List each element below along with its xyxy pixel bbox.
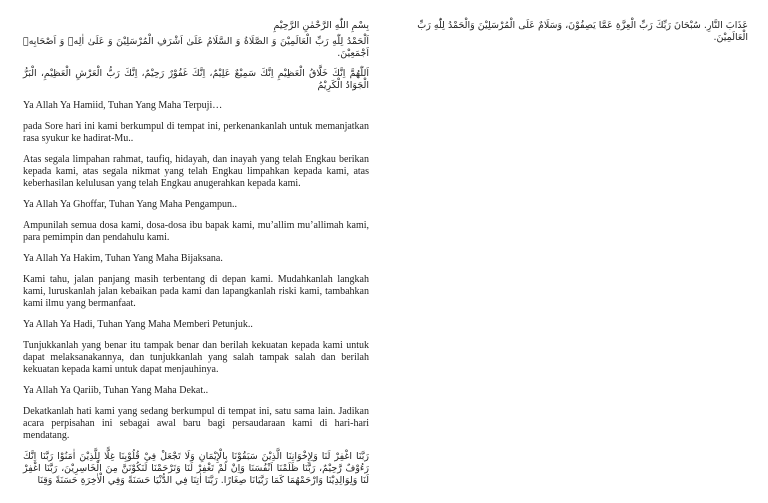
paragraph-closeness: Dekatkanlah hati kami yang sedang berkumpul di tempat ini, satu sama lain. Jadikan acara perpisahan ini sebagai awal baru bagi persaudaraan kami di hari-hari mendatang. [23,406,369,441]
paragraph-guidance: Tunjukkanlah yang benar itu tampak benar dan berilah kekuatan kepada kami untuk dapat melaksanakannya, dan tunjukkanlah yang salah tampak salah dan berilah kekuatan kepada kami untuk dapat menjauhinya. [23,340,369,375]
invocation-hadi: Ya Allah Ya Hadi, Tuhan Yang Maha Memberi Petunjuk.. [23,319,253,330]
paragraph-gratitude: pada Sore hari ini kami berkumpul di tempat ini, perkenankanlah untuk memanjatkan rasa syukur ke hadirat-Mu.. [23,121,369,144]
paragraph-blessings: Atas segala limpahan rahmat, taufiq, hidayah, dan inayah yang telah Engkau berikan kepada kami, atas segala nikmat yang telah Engkau limpahkan kepada kami, atas keberhasilan kelulusan yang telah Engkau anugerahkan kepada kami. [23,154,369,189]
hamdalah: اَلْحَمْدُ لِلّٰهِ رَبِّ الْعَالَمِيْنَ وَ الصَّلَاةُ وَ السَّلَامُ عَلَىٰ اَشْرَفِ الْمُرْسَلِيْنَ وَ عَلَىٰ اٰلِهٖ وَ اَصْحَابِهٖ اَجْمَعِيْنَ. [23,36,369,59]
opening-dua: اَللّٰهُمَّ اِنَّكَ خَلَّاقُ الْعَظِيْمِ اِنَّكَ سَمِيْعٌ عَلِيْمٌ، اِنَّكَ غَفُوْرٌ رَحِيْمٌ، اِنَّكَ رَبُّ الْعَرْشِ الْعَظِيْمِ، الْبَرُّ الْجَوَادُ الْكَرِيْمُ [23,68,369,91]
invocation-ghoffar: Ya Allah Ya Ghoffar, Tuhan Yang Maha Pengampun.. [23,199,237,210]
paragraph-forgiveness: Ampunilah semua dosa kami, dosa-dosa ibu bapak kami, mu’allim mu’allimah kami, para pemimpin dan pendahulu kami. [23,220,369,243]
invocation-hamiid: Ya Allah Ya Hamiid, Tuhan Yang Maha Terpuji… [23,100,223,111]
invocation-hakim: Ya Allah Ya Hakim, Tuhan Yang Maha Bijaksana. [23,253,223,264]
left-column [23,20,369,495]
invocation-qariib: Ya Allah Ya Qariib, Tuhan Yang Maha Dekat.. [23,385,209,396]
closing-dua-continuation: عَذَابَ النَّارِ. سُبْحَانَ رَبِّكَ رَبِّ الْعِزَّةِ عَمَّا يَصِفُوْنَ، وَسَلَامٌ عَلَى الْمُرْسَلِيْنَ وَالْحَمْدُ لِلّٰهِ رَبِّ الْعَالَمِيْنَ. [417,20,748,43]
right-column [396,20,748,52]
paragraph-path: Kami tahu, jalan panjang masih terbentang di depan kami. Mudahkanlah langkah kami, luruskanlah jalan kebaikan pada kami dan lapangkanlah riski kami, tambahkan kami ilmu yang bermanfaat. [23,274,369,309]
basmala: بِسْمِ اللّٰهِ الرَّحْمٰنِ الرَّحِيْمِ [273,20,369,31]
closing-dua: رَبَّنَا اغْفِرْ لَنَا وَلِإِخْوَانِنَا الَّذِيْنَ سَبَقُوْنَا بِالْإِيْمَانِ وَلَا تَجْعَلْ فِيْ قُلُوْبِنَا غِلًّا لِلَّذِيْنَ اٰمَنُوْا رَبَّنَا اِنَّكَ رَءُوْفٌ رَّحِيْمٌ، رَبَّنَا ظَلَمْنَا اَنْفُسَنَا وَاِنْ لَمْ تَغْفِرْ لَنَا وَتَرْحَمْنَا لَنَكُوْنَنَّ مِنَ الْخَاسِرِيْنَ، رَبَّنَا اغْفِرْ لَنَا وَلِوَالِدِيْنَا وَارْحَمْهُمَا كَمَا رَبَّيَانَا صِغَارًا. رَبَّنَا اٰتِنَا فِي الدُّنْيَا حَسَنَةً وَفِي الْاٰخِرَةِ حَسَنَةً وَقِنَا [23,451,369,486]
